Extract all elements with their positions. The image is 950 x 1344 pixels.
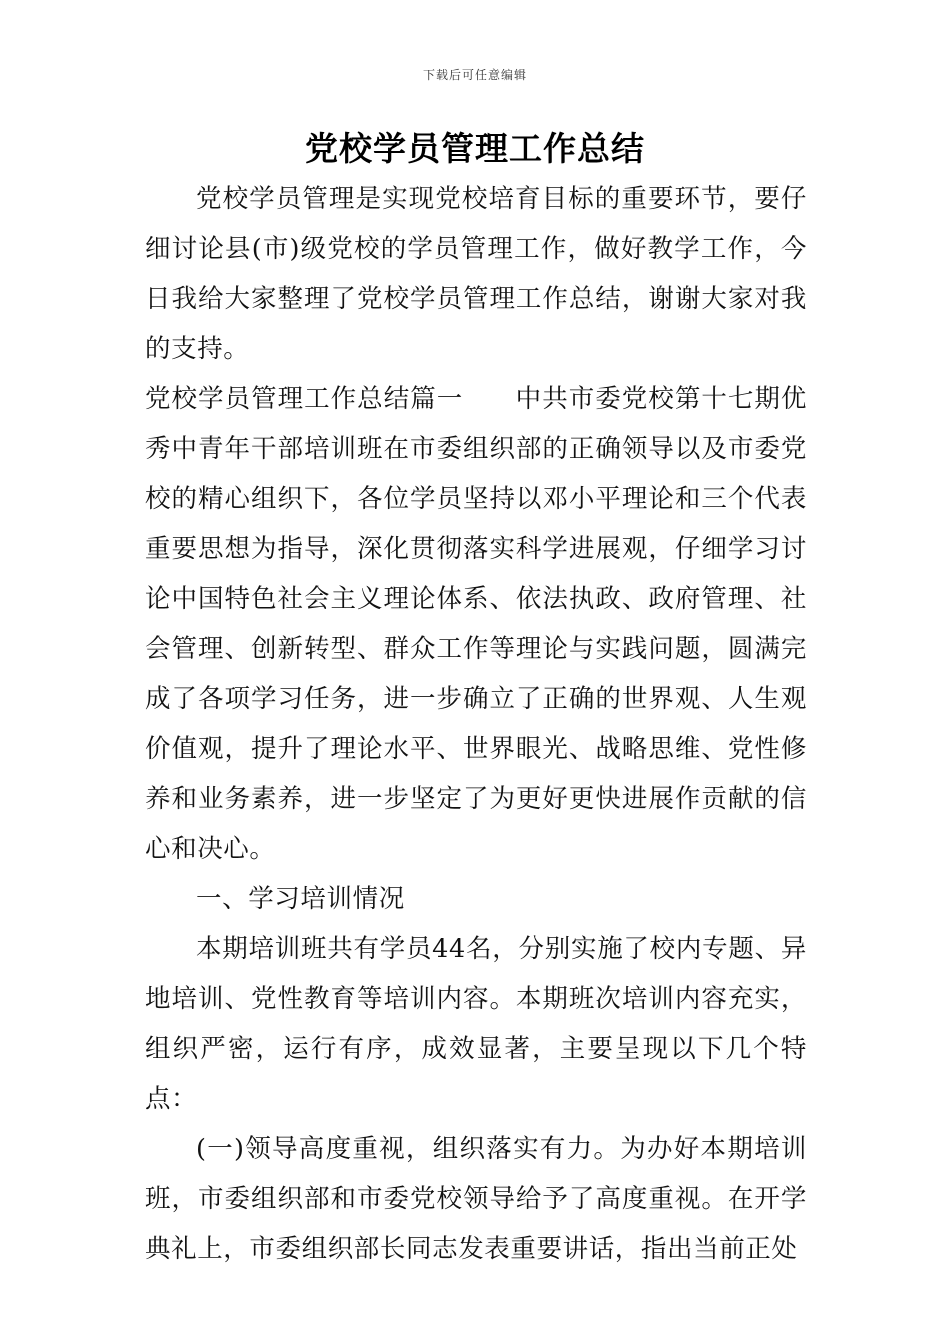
part1-body: 中共市委党校第十七期优秀中青年干部培训班在市委组织部的正确领导以及市委党校的精心组织下，各位学员坚持以邓小平理论和三个代表重要思想为指导，深化贯彻落实科学进展观，仔细学习讨论中国特色社会主义理论体系、依法执政、政府管理、社会管理、创新转型、群众工作等理论与实践问题，圆满完成了各项学习任务，进一步确立了正确的世界观、人生观价值观，提升了理论水平、世界眼光、战略思维、党性修养和业务素养，进一步坚定了为更好更快进展作贡献的信心和决心。 (145, 384, 807, 864)
point1-paragraph: (一)领导高度重视，组织落实有力。为办好本期培训班，市委组织部和市委党校领导给予了高度重视。在开学典礼上，市委组织部长同志发表重要讲话，指出当前正处 (145, 1134, 807, 1264)
header-note: 下载后可任意编辑 (422, 68, 527, 82)
section1-heading: 一、学习培训情况 (196, 884, 405, 914)
document-body (145, 174, 807, 1274)
section1-paragraph: 本期培训班共有学员44名，分别实施了校内专题、异地培训、党性教育等培训内容。本期班次培训内容充实，组织严密，运行有序，成效显著，主要呈现以下几个特点： (145, 934, 807, 1114)
part1-heading: 党校学员管理工作总结篇一 (145, 384, 464, 414)
document-title: 党校学员管理工作总结 (305, 129, 645, 168)
intro-paragraph: 党校学员管理是实现党校培育目标的重要环节，要仔细讨论县(市)级党校的学员管理工作，做好教学工作，今日我给大家整理了党校学员管理工作总结，谢谢大家对我的支持。 (145, 184, 807, 364)
part1-paragraph (145, 374, 807, 874)
